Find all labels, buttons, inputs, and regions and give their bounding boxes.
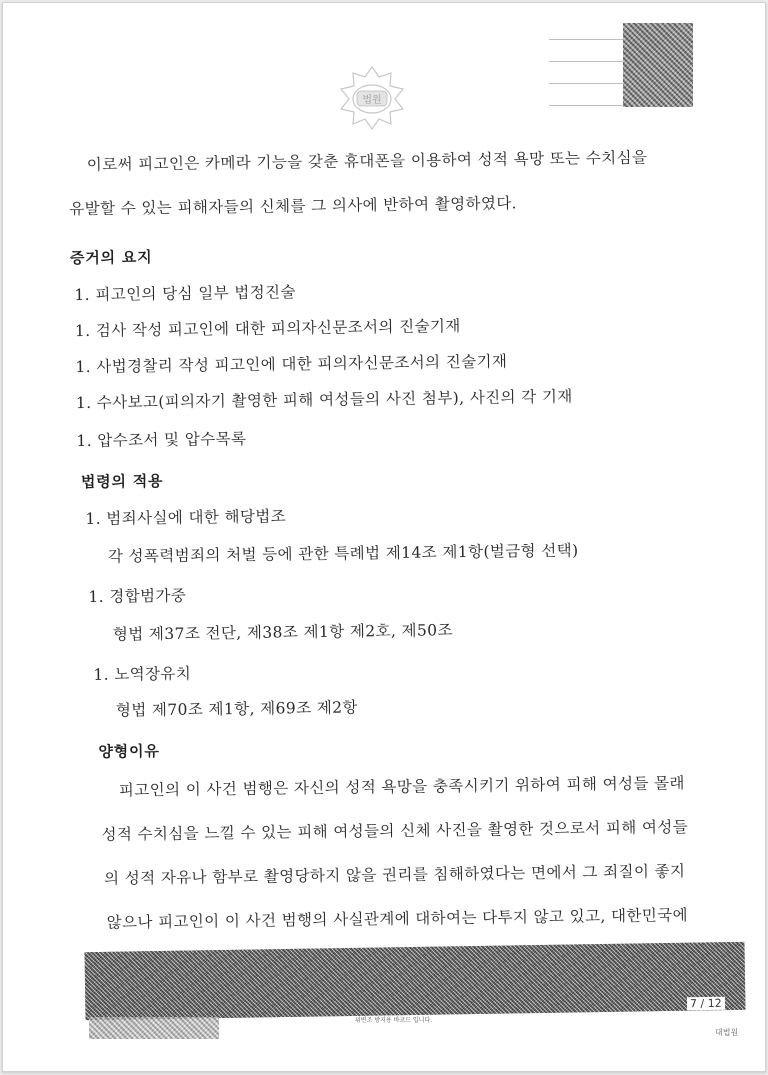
sentencing-line: 않으나 피고인이 이 사건 범행의 사실관계에 대하여는 다투지 않고 있고, 대한민국에: [106, 906, 689, 932]
evidence-heading: 증거의 요지: [69, 248, 153, 268]
law-item-title: 1. 범죄사실에 대한 해당법조: [85, 507, 287, 528]
evidence-item: 1. 검사 작성 피고인에 대한 피의자신문조서의 진술기재: [74, 317, 461, 341]
evidence-item: 1. 피고인의 당심 일부 법정진술: [74, 283, 296, 305]
evidence-item: 1. 수사보고(피의자기 촬영한 피해 여성들의 사진 첨부), 사진의 각 기재: [75, 387, 573, 413]
law-item-detail: 각 성폭력범죄의 처벌 등에 관한 특례법 제14조 제1항(벌금형 선택): [107, 541, 579, 566]
redacted-footer-info: [89, 1017, 219, 1039]
court-mark: 대법원: [715, 1028, 739, 1037]
body-line: 이로써 피고인은 카메라 기능을 갖춘 휴대폰을 이용하여 성적 욕망 또는 수치심을: [86, 148, 648, 174]
sentencing-line: 성적 수치심을 느낄 수 있는 피해 여성들의 신체 사진을 촬영한 것으로서 피해 여성들: [101, 818, 689, 844]
law-item-title: 1. 경합범가중: [88, 586, 187, 606]
law-heading: 법령의 적용: [80, 471, 164, 492]
law-item-title: 1. 노역장유치: [93, 664, 192, 684]
body-line: 유발할 수 있는 피해자들의 신체를 그 의사에 반하여 촬영하였다.: [69, 194, 518, 219]
document-body: [2, 2, 766, 1072]
page-number: 7 / 12: [687, 997, 725, 1011]
law-item-detail: 형법 제37조 전단, 제38조 제1항 제2호, 제50조: [112, 621, 453, 644]
evidence-item: 1. 압수조서 및 압수목록: [76, 429, 247, 451]
sentencing-line: 의 성적 자유나 함부로 촬영당하지 않을 권리를 침해하였다는 면에서 그 죄질이 좋지: [103, 862, 686, 888]
sentencing-line: 피고인의 이 사건 범행은 자신의 성적 욕망을 충족시키기 위하여 피해 여성들 몰래: [118, 774, 685, 800]
sentencing-heading: 양형이유: [98, 742, 160, 761]
document-page: [2, 2, 766, 1072]
law-item-detail: 형법 제70조 제1항, 제69조 제2항: [115, 698, 358, 720]
barcode-note: 위변조 방지용 바코드 입니다.: [355, 1017, 433, 1024]
seal-text: 법원: [362, 95, 382, 106]
evidence-item: 1. 사법경찰리 작성 피고인에 대한 피의자신문조서의 진술기재: [75, 352, 508, 377]
security-barcode: [85, 942, 746, 1020]
